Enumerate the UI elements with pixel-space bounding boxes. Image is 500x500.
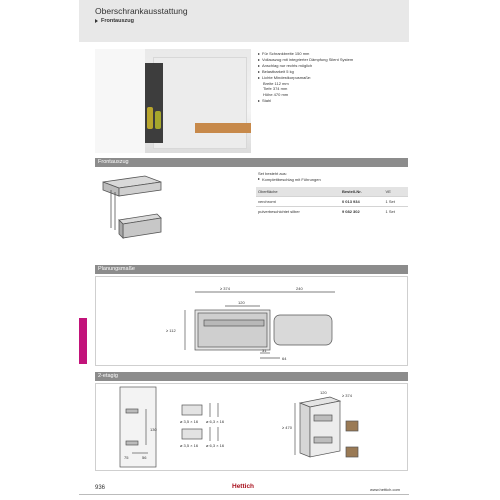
- footer-rule: [79, 494, 409, 495]
- feature-item: Vollauszug mit integrierter Dämpfung Silent System: [258, 57, 353, 63]
- dim-d6: 64: [282, 356, 287, 361]
- accent-tab: [79, 318, 87, 364]
- triangle-bullet-icon: [258, 59, 260, 61]
- product-drawing-frontauszug: [95, 170, 165, 250]
- planning-drawing: [150, 280, 370, 360]
- hettich-logo: Hettich: [232, 483, 255, 490]
- dim-iso1: ≥ 470: [282, 425, 292, 430]
- dim-s1: ø 3,5 × 16: [180, 419, 199, 424]
- table-header-row: [256, 187, 408, 197]
- dim-d3: 240: [296, 286, 303, 291]
- feature-item: Lichte Mindestkorpusmaße:: [258, 75, 353, 81]
- triangle-bullet-icon: [258, 178, 260, 180]
- order-table: [256, 187, 408, 216]
- dim-s4: ø 6,3 × 16: [206, 443, 225, 448]
- table-header-cell: Oberfläche: [258, 189, 278, 194]
- dim-s2: ø 6,3 × 16: [206, 419, 225, 424]
- dim-iso3: ≥ 374: [342, 393, 352, 398]
- table-cell: 9 082 302: [340, 207, 384, 217]
- etagig-drawing: [110, 385, 400, 470]
- feature-list: [258, 51, 353, 104]
- dim-d4: ≥ 112: [166, 328, 176, 333]
- dim-d5: 31: [262, 348, 267, 353]
- triangle-bullet-icon: [95, 19, 98, 23]
- table-cell: 0 013 934: [340, 197, 384, 207]
- section-header-frontauszug: Frontauszug: [95, 158, 408, 167]
- footer-url[interactable]: www.hettich.com: [370, 487, 401, 492]
- dim-d2: 120: [238, 300, 245, 305]
- dim-w1: 75: [124, 455, 129, 460]
- feature-item: Anschlag nur rechts möglich: [258, 63, 353, 69]
- page-subtitle: [95, 18, 134, 24]
- section-header-planungsmasse: Planungsmaße: [95, 265, 408, 274]
- table-cell: verchromt: [256, 197, 340, 207]
- table-cell: 1 Set: [384, 197, 408, 207]
- dim-s3: ø 3,5 × 16: [180, 443, 199, 448]
- feature-subitem: Breite 112 mm: [263, 80, 289, 86]
- triangle-bullet-icon: [258, 77, 260, 79]
- table-header-cell: Bestell-Nr.: [341, 189, 362, 194]
- dim-w2: 56: [142, 455, 147, 460]
- page-number: 936: [95, 485, 106, 491]
- triangle-bullet-icon: [258, 71, 260, 73]
- feature-item: Stahl: [258, 98, 353, 104]
- table-header-cell: VE: [385, 189, 391, 194]
- triangle-bullet-icon: [258, 65, 260, 67]
- table-row: [256, 207, 408, 217]
- feature-subitem: Tiefe 374 mm: [263, 86, 288, 92]
- feature-item: Belastbarkeit 5 kg: [258, 69, 353, 75]
- set-info: [258, 171, 321, 182]
- dim-d1: ≥ 374: [220, 286, 230, 291]
- triangle-bullet-icon: [258, 53, 260, 55]
- set-info-title: Set besteht aus:: [258, 171, 287, 176]
- table-row: [256, 197, 408, 207]
- dim-iso2: 120: [320, 390, 327, 395]
- feature-item: Für Schrankbreite 150 mm: [258, 51, 353, 57]
- feature-subitem: Höhe 470 mm: [263, 92, 289, 98]
- section-header-etagig: 2-etagig: [95, 372, 408, 381]
- page-subtitle-text: Frontauszug: [101, 18, 134, 24]
- triangle-bullet-icon: [258, 100, 260, 102]
- product-photo: [95, 49, 251, 153]
- set-info-item: Komplettbeschlag mit Führungen: [258, 177, 321, 183]
- dim-h1: 130: [150, 427, 157, 432]
- table-cell: 1 Set: [384, 207, 408, 217]
- table-cell: pulverbeschichtet silber: [256, 207, 340, 217]
- page-title: Oberschrankausstattung: [95, 6, 188, 16]
